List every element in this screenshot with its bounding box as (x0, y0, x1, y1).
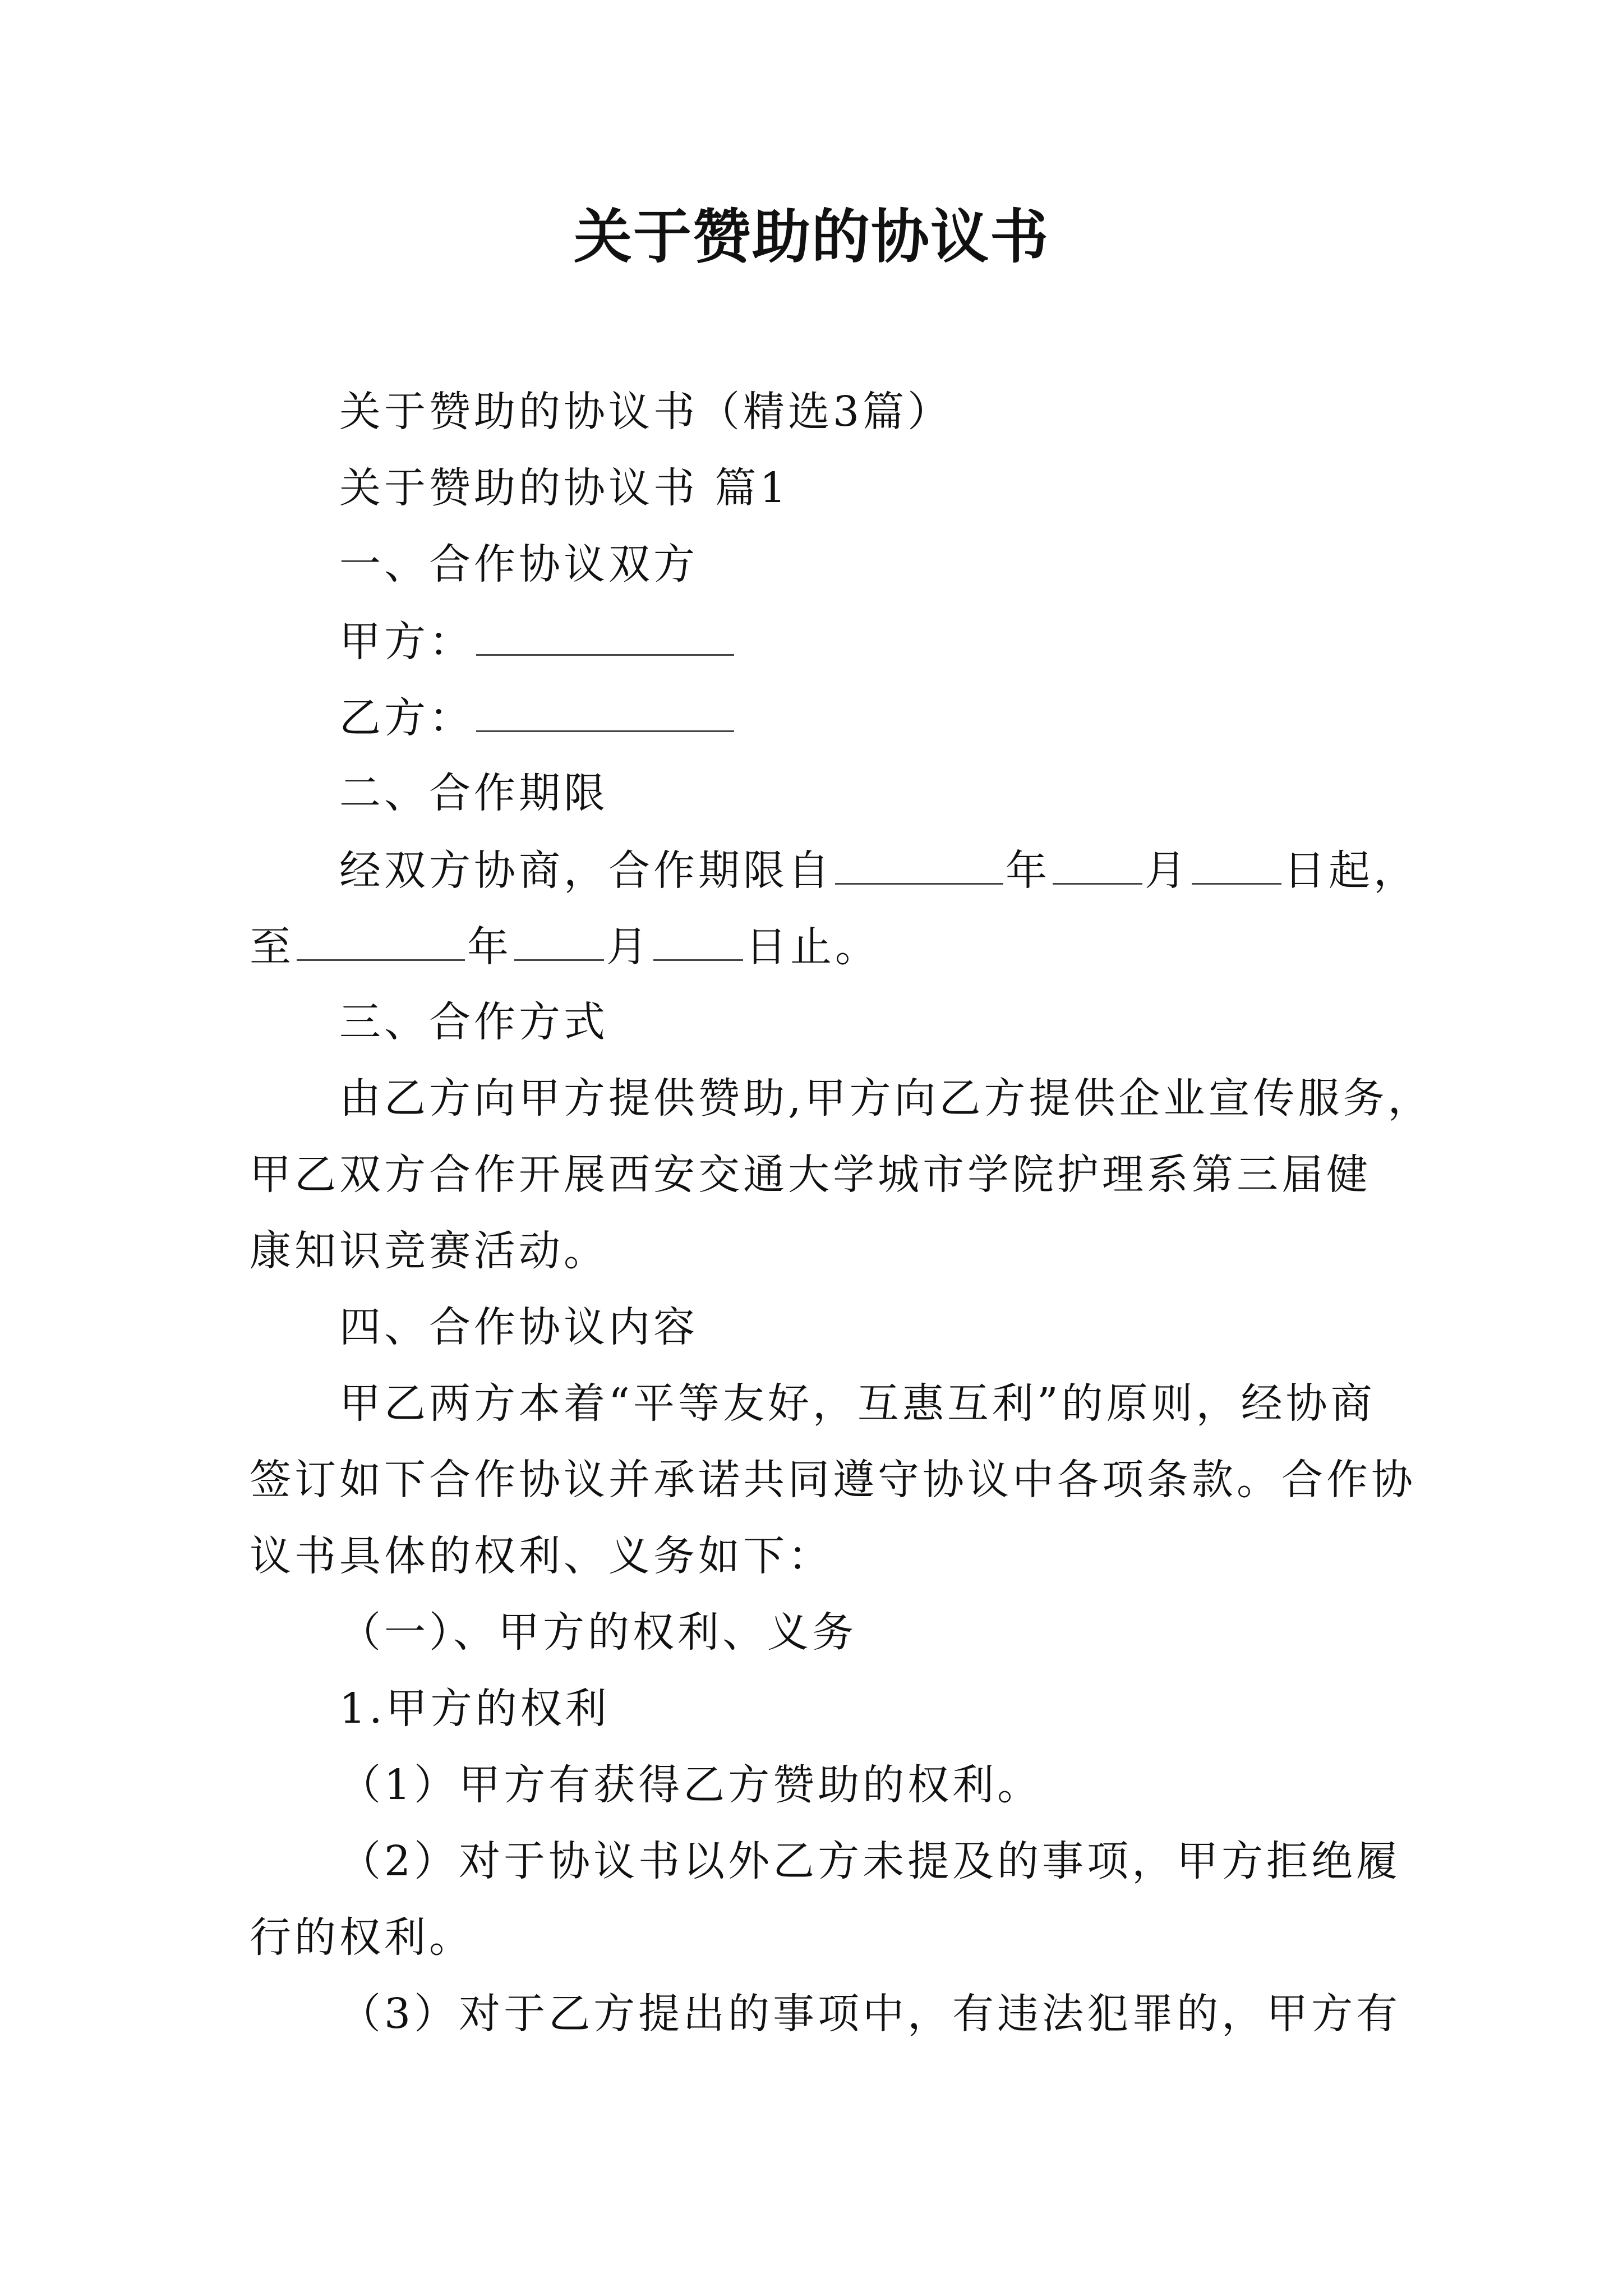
start-day-blank[interactable] (1192, 841, 1281, 885)
party-b-line (250, 689, 1394, 746)
clause-1: （1）甲方有获得乙方赞助的权利。 (339, 1761, 1043, 1809)
period-start-line (250, 841, 1418, 899)
section-4-heading: 四、合作协议内容 (339, 1303, 698, 1351)
party-b-label: 乙方： (339, 694, 474, 742)
party-a-line (250, 613, 1394, 670)
end-day-blank[interactable] (653, 918, 743, 961)
clause-2-line-2: 行的权利。 (250, 1913, 474, 1962)
clause-2-line-1: （2）对于协议书以外乙方未提及的事项，甲方拒绝履 (339, 1837, 1401, 1885)
subtitle: 关于赞助的协议书（精选3篇） (339, 388, 953, 436)
party-b-blank[interactable] (476, 689, 734, 732)
party-a-blank[interactable] (476, 613, 734, 656)
part-heading: 关于赞助的协议书 篇1 (339, 464, 790, 512)
start-month-blank[interactable] (1053, 841, 1142, 885)
end-month-blank[interactable] (514, 918, 604, 961)
end-year-label: 年 (467, 923, 512, 971)
end-day-label: 日止。 (745, 923, 880, 971)
section-3-heading: 三、合作方式 (339, 998, 608, 1046)
section-4-paragraph-line-1: 甲乙两方本着“平等友好，互惠互利”的原则，经协商 (339, 1379, 1376, 1428)
section-3-paragraph-line-1: 由乙方向甲方提供赞助,甲方向乙方提供企业宣传服务， (339, 1074, 1433, 1122)
item-1-heading: 1.甲方的权利 (339, 1685, 610, 1733)
section-3-paragraph-line-2: 甲乙双方合作开展西安交通大学城市学院护理系第三届健 (250, 1151, 1371, 1199)
start-year-label: 年 (1006, 846, 1050, 895)
period-end-line (250, 918, 1394, 975)
start-year-blank[interactable] (835, 841, 1003, 885)
start-month-label: 月 (1145, 846, 1189, 895)
period-to: 至 (250, 923, 294, 971)
section-2-heading: 二、合作期限 (339, 769, 608, 817)
end-month-label: 月 (606, 923, 651, 971)
clause-3-line-1: （3）对于乙方提出的事项中，有违法犯罪的，甲方有 (339, 1990, 1401, 2038)
end-year-blank[interactable] (297, 918, 465, 961)
section-3-paragraph-line-3: 康知识竞赛活动。 (250, 1227, 608, 1275)
document-title: 关于赞助的协议书 (573, 202, 1049, 271)
subsection-1-heading: （一）、甲方的权利、义务 (339, 1608, 857, 1657)
party-a-label: 甲方： (339, 618, 474, 666)
start-day-label: 日起， (1284, 846, 1418, 895)
period-intro: 经双方协商，合作期限自 (339, 846, 833, 895)
section-1-heading: 一、合作协议双方 (339, 540, 698, 588)
section-4-paragraph-line-2: 签订如下合作协议并承诺共同遵守协议中各项条款。合作协 (250, 1456, 1416, 1504)
section-4-paragraph-line-3: 议书具体的权利、义务如下： (250, 1532, 833, 1580)
